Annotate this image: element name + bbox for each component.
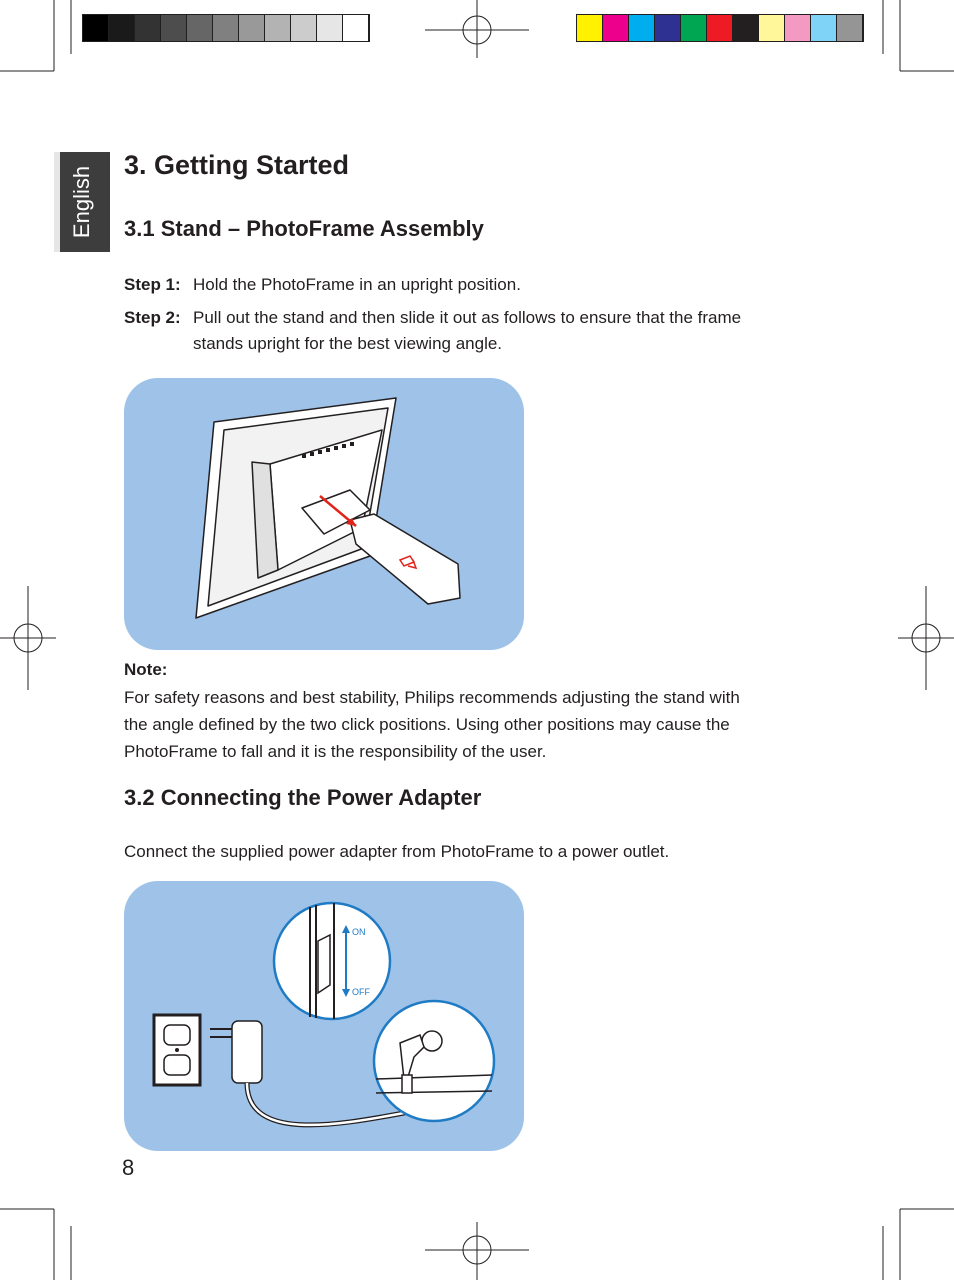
step-2-text-line1: Pull out the stand and then slide it out as follows to ensure that the frame xyxy=(193,308,742,327)
note-line-1: For safety reasons and best stability, Philips recommends adjusting the stand with xyxy=(124,688,740,707)
note-line-3: PhotoFrame to fall and it is the responsibility of the user. xyxy=(124,742,547,761)
note-label: Note: xyxy=(124,660,168,679)
page-number: 8 xyxy=(122,1155,135,1180)
step-2-text-line2: stands upright for the best viewing angle. xyxy=(193,334,503,353)
section-heading-stand: 3.1 Stand – PhotoFrame Assembly xyxy=(124,216,484,241)
note-text xyxy=(124,684,844,765)
language-tab-accent xyxy=(54,152,60,252)
step-2 xyxy=(124,305,844,357)
stand-assembly-illustration xyxy=(124,378,524,650)
power-adapter-illustration xyxy=(124,880,524,1152)
switch-off-label: OFF xyxy=(352,987,370,997)
power-adapter-instruction: Connect the supplied power adapter from PhotoFrame to a power outlet. xyxy=(124,842,670,861)
language-label: English xyxy=(69,165,94,239)
switch-on-label: ON xyxy=(352,927,366,937)
page-title: 3. Getting Started xyxy=(124,150,350,180)
note-line-2: the angle defined by the two click positions. Using other positions may cause the xyxy=(124,715,730,734)
section-heading-power: 3.2 Connecting the Power Adapter xyxy=(124,785,482,810)
step-1-label: Step 1: xyxy=(124,275,181,294)
step-1-text: Hold the PhotoFrame in an upright position. xyxy=(193,275,521,294)
step-1 xyxy=(124,272,844,298)
step-2-label: Step 2: xyxy=(124,308,181,327)
